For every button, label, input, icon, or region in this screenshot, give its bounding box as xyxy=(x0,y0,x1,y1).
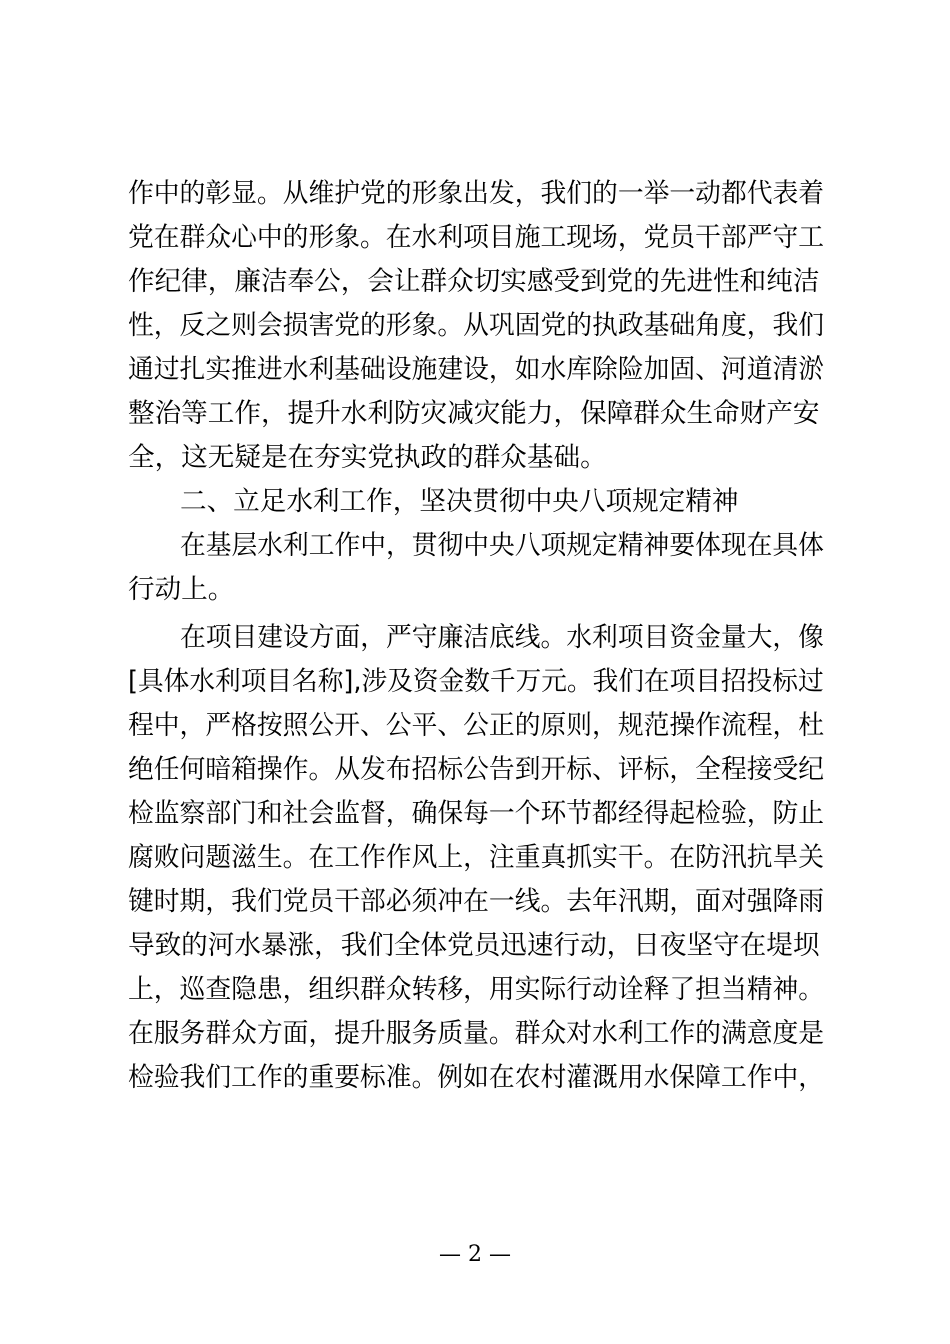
body-text-line: 行动上。 xyxy=(128,574,235,605)
body-text-line: 党在群众心中的形象。在水利项目施工现场，党员干部严守工 xyxy=(128,222,825,253)
body-text-line: [具体水利项目名称],涉及资金数千万元。我们在项目招投标过 xyxy=(128,666,824,697)
body-text-line: 性，反之则会损害党的形象。从巩固党的执政基础角度，我们 xyxy=(128,310,825,341)
body-text-line: 作纪律，廉洁奉公，会让群众切实感受到党的先进性和纯洁 xyxy=(128,266,820,297)
body-text-line: 作中的彰显。从维护党的形象出发，我们的一举一动都代表着 xyxy=(128,178,825,209)
body-text-line: 上，巡查隐患，组织群众转移，用实际行动诠释了担当精神。 xyxy=(128,974,825,1005)
body-text-line: 在基层水利工作中，贯彻中央八项规定精神要体现在具体 xyxy=(180,530,824,561)
body-text-line: 绝任何暗箱操作。从发布招标公告到开标、评标，全程接受纪 xyxy=(128,754,825,785)
body-text-line: 整治等工作，提升水利防灾减灾能力，保障群众生命财产安 xyxy=(128,398,820,429)
body-text-line: 在服务群众方面，提升服务质量。群众对水利工作的满意度是 xyxy=(128,1018,825,1049)
body-text-line: 检监察部门和社会监督，确保每一个环节都经得起检验，防止 xyxy=(128,798,825,829)
body-text-line: 通过扎实推进水利基础设施建设，如水库除险加固、河道清淤 xyxy=(128,354,825,385)
section-heading: 二、立足水利工作，坚决贯彻中央八项规定精神 xyxy=(180,486,739,517)
body-text-line: 键时期，我们党员干部必须冲在一线。去年汛期，面对强降雨 xyxy=(128,886,825,917)
body-text-line: 检验我们工作的重要标准。例如在农村灌溉用水保障工作中， xyxy=(128,1062,825,1093)
body-text-line: 在项目建设方面，严守廉洁底线。水利项目资金量大，像 xyxy=(180,622,824,653)
body-text-line: 导致的河水暴涨，我们全体党员迅速行动，日夜坚守在堤坝 xyxy=(128,930,820,961)
page-number: — 2 — xyxy=(439,1242,511,1267)
body-text-line: 全，这无疑是在夯实党执政的群众基础。 xyxy=(128,442,607,473)
body-text-line: 程中，严格按照公开、公平、公正的原则，规范操作流程，杜 xyxy=(128,710,825,741)
body-text-line: 腐败问题滋生。在工作作风上，注重真抓实干。在防汛抗旱关 xyxy=(128,842,825,873)
